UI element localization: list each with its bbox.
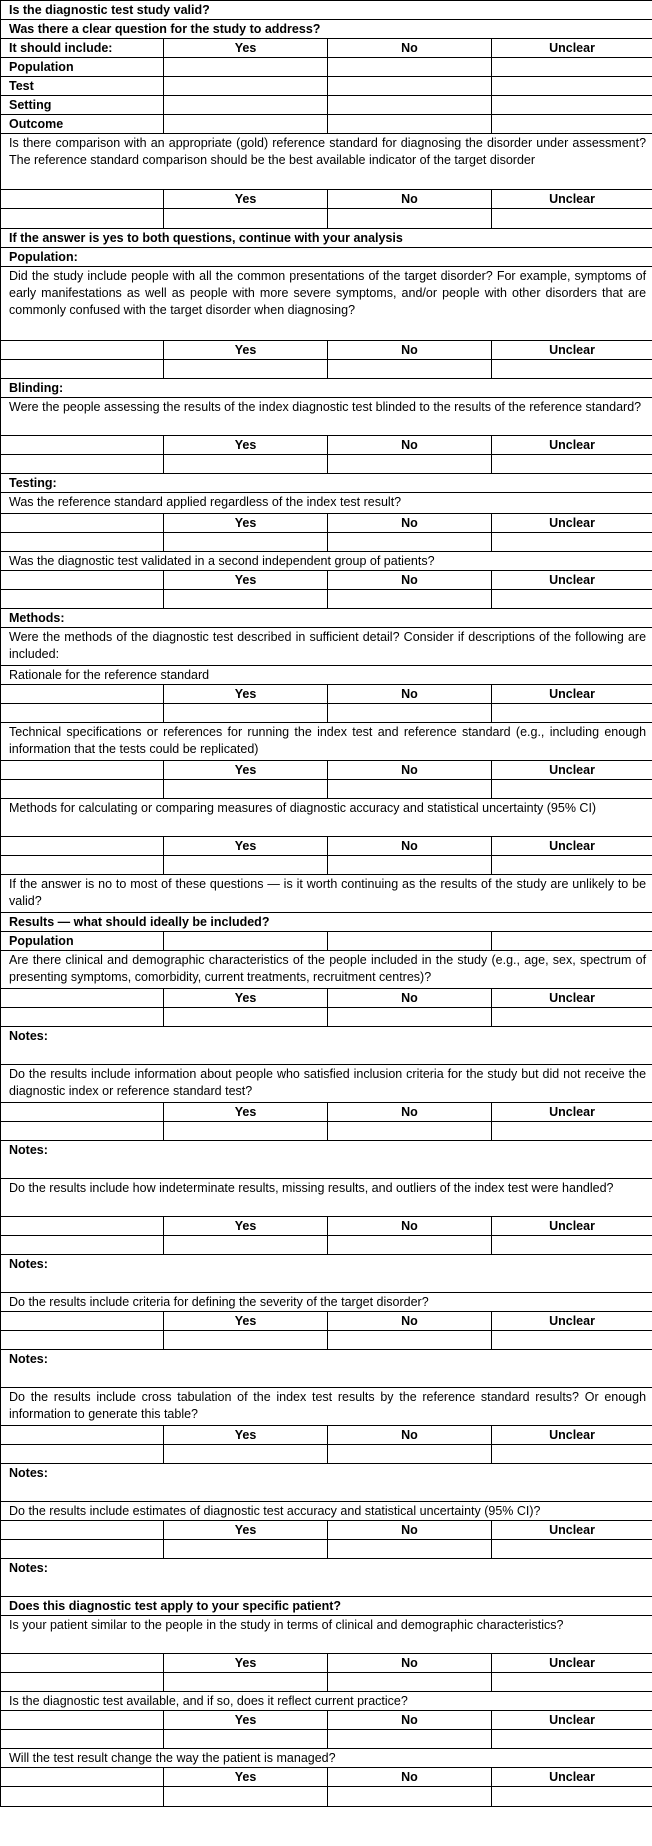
question-row bbox=[1, 493, 652, 514]
unclear-column-header: Unclear bbox=[492, 1768, 652, 1787]
yes-answer-cell[interactable] bbox=[164, 1445, 328, 1464]
answer-row bbox=[1, 455, 652, 474]
no-answer-cell[interactable] bbox=[328, 360, 492, 379]
yes-answer-cell[interactable] bbox=[164, 58, 328, 77]
answer-header-row bbox=[1, 571, 652, 590]
question-text: Was there a clear question for the study to address? bbox=[1, 20, 652, 39]
yes-answer-cell[interactable] bbox=[164, 1331, 328, 1350]
no-answer-cell[interactable] bbox=[328, 704, 492, 723]
question-row bbox=[1, 1749, 652, 1768]
answer-row bbox=[1, 209, 652, 229]
criterion-label: Setting bbox=[1, 96, 164, 115]
question-text: Rationale for the reference standard bbox=[1, 666, 652, 685]
notes-row bbox=[1, 1027, 652, 1065]
yes-column-header: Yes bbox=[164, 1521, 328, 1540]
yes-answer-cell[interactable] bbox=[164, 1673, 328, 1692]
unclear-column-header: Unclear bbox=[492, 190, 652, 209]
unclear-answer-cell[interactable] bbox=[492, 1673, 652, 1692]
question-text: Were the people assessing the results of the index diagnostic test blinded to the results of the reference standard? bbox=[1, 398, 652, 436]
unclear-column-header: Unclear bbox=[492, 571, 652, 590]
row-label bbox=[1, 685, 164, 704]
row-label: It should include: bbox=[1, 39, 164, 58]
unclear-answer-cell[interactable] bbox=[492, 77, 652, 96]
yes-column-header: Yes bbox=[164, 761, 328, 780]
question-row bbox=[1, 552, 652, 571]
question-text: Are there clinical and demographic characteristics of the people included in the study (e.g., age, sex, spectrum of presenting symptoms, comorbidity, current treatments, recruitment centres)? bbox=[1, 951, 652, 989]
answer-label-cell[interactable] bbox=[1, 1730, 164, 1749]
notes-row bbox=[1, 1255, 652, 1293]
no-answer-cell[interactable] bbox=[328, 1236, 492, 1255]
answer-label-cell[interactable] bbox=[1, 1008, 164, 1027]
yes-answer-cell[interactable] bbox=[164, 533, 328, 552]
yes-answer-cell[interactable] bbox=[164, 1540, 328, 1559]
criterion-row bbox=[1, 932, 652, 951]
question-row bbox=[1, 20, 652, 39]
answer-header-row bbox=[1, 436, 652, 455]
notes-field[interactable]: Notes: bbox=[1, 1559, 652, 1597]
row-label bbox=[1, 1312, 164, 1331]
answer-label-cell[interactable] bbox=[1, 856, 164, 875]
answer-header-row bbox=[1, 1768, 652, 1787]
question-text: Do the results include criteria for defining the severity of the target disorder? bbox=[1, 1293, 652, 1312]
answer-header-row bbox=[1, 39, 652, 58]
notes-field[interactable]: Notes: bbox=[1, 1141, 652, 1179]
answer-label-cell[interactable] bbox=[1, 533, 164, 552]
no-answer-cell[interactable] bbox=[328, 1331, 492, 1350]
question-text: Population: bbox=[1, 248, 652, 267]
yes-column-header: Yes bbox=[164, 1768, 328, 1787]
question-row bbox=[1, 379, 652, 398]
no-column-header: No bbox=[328, 571, 492, 590]
checklist-body bbox=[1, 1, 652, 1807]
yes-answer-cell[interactable] bbox=[164, 590, 328, 609]
criterion-label: Test bbox=[1, 77, 164, 96]
row-label bbox=[1, 1426, 164, 1445]
no-answer-cell[interactable] bbox=[328, 780, 492, 799]
yes-answer-cell[interactable] bbox=[164, 1730, 328, 1749]
answer-row bbox=[1, 590, 652, 609]
question-row bbox=[1, 474, 652, 493]
notes-row bbox=[1, 1141, 652, 1179]
no-answer-cell[interactable] bbox=[328, 115, 492, 134]
yes-answer-cell[interactable] bbox=[164, 932, 328, 951]
question-text: Testing: bbox=[1, 474, 652, 493]
notes-field[interactable]: Notes: bbox=[1, 1464, 652, 1502]
unclear-answer-cell[interactable] bbox=[492, 932, 652, 951]
no-column-header: No bbox=[328, 514, 492, 533]
row-label bbox=[1, 1103, 164, 1122]
unclear-column-header: Unclear bbox=[492, 436, 652, 455]
question-text: Do the results include information about people who satisfied inclusion criteria for the study but did not receive the diagnostic index or reference standard test? bbox=[1, 1065, 652, 1103]
question-row bbox=[1, 1293, 652, 1312]
question-row bbox=[1, 666, 652, 685]
yes-column-header: Yes bbox=[164, 1711, 328, 1730]
answer-header-row bbox=[1, 761, 652, 780]
question-row bbox=[1, 628, 652, 666]
answer-row bbox=[1, 1331, 652, 1350]
row-label bbox=[1, 1217, 164, 1236]
answer-header-row bbox=[1, 190, 652, 209]
yes-column-header: Yes bbox=[164, 1654, 328, 1673]
answer-header-row bbox=[1, 685, 652, 704]
question-text: Do the results include cross tabulation of the index test results by the reference standard results? Or enough information to generate this table? bbox=[1, 1388, 652, 1426]
row-label bbox=[1, 761, 164, 780]
no-answer-cell[interactable] bbox=[328, 1122, 492, 1141]
unclear-answer-cell[interactable] bbox=[492, 590, 652, 609]
unclear-column-header: Unclear bbox=[492, 685, 652, 704]
no-column-header: No bbox=[328, 685, 492, 704]
question-row bbox=[1, 1502, 652, 1521]
unclear-answer-cell[interactable] bbox=[492, 1787, 652, 1807]
row-label bbox=[1, 1768, 164, 1787]
yes-column-header: Yes bbox=[164, 571, 328, 590]
answer-row bbox=[1, 1540, 652, 1559]
notes-field[interactable]: Notes: bbox=[1, 1255, 652, 1293]
answer-row bbox=[1, 1236, 652, 1255]
answer-label-cell[interactable] bbox=[1, 1236, 164, 1255]
question-text: Is your patient similar to the people in the study in terms of clinical and demographic characteristics? bbox=[1, 1616, 652, 1654]
no-column-header: No bbox=[328, 1103, 492, 1122]
no-answer-cell[interactable] bbox=[328, 1787, 492, 1807]
answer-header-row bbox=[1, 1217, 652, 1236]
yes-answer-cell[interactable] bbox=[164, 856, 328, 875]
unclear-column-header: Unclear bbox=[492, 761, 652, 780]
unclear-answer-cell[interactable] bbox=[492, 1540, 652, 1559]
yes-answer-cell[interactable] bbox=[164, 1122, 328, 1141]
no-column-header: No bbox=[328, 1426, 492, 1445]
no-column-header: No bbox=[328, 837, 492, 856]
question-text: Did the study include people with all the common presentations of the target disorder? For example, symptoms of early manifestations as well as people with more severe symptoms, and/or people with other disorders that are commonly confused with the target disorder when diagnosing? bbox=[1, 267, 652, 341]
question-row bbox=[1, 951, 652, 989]
yes-answer-cell[interactable] bbox=[164, 1008, 328, 1027]
unclear-answer-cell[interactable] bbox=[492, 704, 652, 723]
answer-row bbox=[1, 856, 652, 875]
no-column-header: No bbox=[328, 1768, 492, 1787]
answer-label-cell[interactable] bbox=[1, 1331, 164, 1350]
unclear-answer-cell[interactable] bbox=[492, 1445, 652, 1464]
question-row bbox=[1, 1597, 652, 1616]
yes-answer-cell[interactable] bbox=[164, 96, 328, 115]
question-row bbox=[1, 1616, 652, 1654]
question-text: Is there comparison with an appropriate (gold) reference standard for diagnosing the disorder under assessment? The reference standard comparison should be the best available indicator of the target disorder bbox=[1, 134, 652, 190]
unclear-column-header: Unclear bbox=[492, 837, 652, 856]
yes-answer-cell[interactable] bbox=[164, 455, 328, 474]
no-answer-cell[interactable] bbox=[328, 1730, 492, 1749]
row-label bbox=[1, 1521, 164, 1540]
no-answer-cell[interactable] bbox=[328, 1445, 492, 1464]
unclear-answer-cell[interactable] bbox=[492, 360, 652, 379]
yes-column-header: Yes bbox=[164, 1312, 328, 1331]
question-text: If the answer is yes to both questions, continue with your analysis bbox=[1, 229, 652, 248]
unclear-answer-cell[interactable] bbox=[492, 1236, 652, 1255]
yes-column-header: Yes bbox=[164, 989, 328, 1008]
question-row bbox=[1, 723, 652, 761]
unclear-answer-cell[interactable] bbox=[492, 96, 652, 115]
answer-row bbox=[1, 780, 652, 799]
question-text: Will the test result change the way the patient is managed? bbox=[1, 1749, 652, 1768]
question-text: Is the diagnostic test study valid? bbox=[1, 1, 652, 20]
question-text: Technical specifications or references for running the index test and reference standard (e.g., including enough information that the tests could be replicated) bbox=[1, 723, 652, 761]
question-row bbox=[1, 1065, 652, 1103]
question-text: Methods for calculating or comparing measures of diagnostic accuracy and statistical uncertainty (95% CI) bbox=[1, 799, 652, 837]
question-row bbox=[1, 248, 652, 267]
answer-header-row bbox=[1, 1711, 652, 1730]
no-answer-cell[interactable] bbox=[328, 96, 492, 115]
no-column-header: No bbox=[328, 1521, 492, 1540]
answer-row bbox=[1, 1673, 652, 1692]
unclear-answer-cell[interactable] bbox=[492, 455, 652, 474]
question-row bbox=[1, 267, 652, 341]
row-label bbox=[1, 571, 164, 590]
question-row bbox=[1, 609, 652, 628]
question-text: Was the diagnostic test validated in a second independent group of patients? bbox=[1, 552, 652, 571]
answer-row bbox=[1, 704, 652, 723]
unclear-answer-cell[interactable] bbox=[492, 1122, 652, 1141]
question-text: If the answer is no to most of these questions — is it worth continuing as the results of the study are unlikely to be valid? bbox=[1, 875, 652, 913]
answer-label-cell[interactable] bbox=[1, 780, 164, 799]
no-column-header: No bbox=[328, 1217, 492, 1236]
no-answer-cell[interactable] bbox=[328, 533, 492, 552]
answer-label-cell[interactable] bbox=[1, 1787, 164, 1807]
unclear-answer-cell[interactable] bbox=[492, 856, 652, 875]
unclear-answer-cell[interactable] bbox=[492, 115, 652, 134]
yes-answer-cell[interactable] bbox=[164, 1236, 328, 1255]
no-column-header: No bbox=[328, 1654, 492, 1673]
no-answer-cell[interactable] bbox=[328, 58, 492, 77]
row-label bbox=[1, 514, 164, 533]
answer-label-cell[interactable] bbox=[1, 1122, 164, 1141]
answer-header-row bbox=[1, 1521, 652, 1540]
notes-row bbox=[1, 1559, 652, 1597]
question-text: Is the diagnostic test available, and if so, does it reflect current practice? bbox=[1, 1692, 652, 1711]
question-row bbox=[1, 1, 652, 20]
criterion-row bbox=[1, 58, 652, 77]
yes-answer-cell[interactable] bbox=[164, 1787, 328, 1807]
question-row bbox=[1, 1179, 652, 1217]
unclear-answer-cell[interactable] bbox=[492, 780, 652, 799]
yes-column-header: Yes bbox=[164, 1103, 328, 1122]
yes-answer-cell[interactable] bbox=[164, 209, 328, 229]
question-row bbox=[1, 134, 652, 190]
unclear-answer-cell[interactable] bbox=[492, 1331, 652, 1350]
no-answer-cell[interactable] bbox=[328, 209, 492, 229]
unclear-column-header: Unclear bbox=[492, 1711, 652, 1730]
answer-header-row bbox=[1, 989, 652, 1008]
answer-label-cell[interactable] bbox=[1, 209, 164, 229]
no-column-header: No bbox=[328, 341, 492, 360]
row-label bbox=[1, 436, 164, 455]
unclear-answer-cell[interactable] bbox=[492, 1008, 652, 1027]
notes-field[interactable]: Notes: bbox=[1, 1350, 652, 1388]
unclear-column-header: Unclear bbox=[492, 514, 652, 533]
yes-column-header: Yes bbox=[164, 514, 328, 533]
yes-column-header: Yes bbox=[164, 39, 328, 58]
answer-row bbox=[1, 533, 652, 552]
answer-label-cell[interactable] bbox=[1, 1673, 164, 1692]
question-row bbox=[1, 1692, 652, 1711]
question-text: Was the reference standard applied regardless of the index test result? bbox=[1, 493, 652, 514]
question-row bbox=[1, 875, 652, 913]
no-column-header: No bbox=[328, 1312, 492, 1331]
answer-row bbox=[1, 1008, 652, 1027]
answer-label-cell[interactable] bbox=[1, 455, 164, 474]
row-label bbox=[1, 989, 164, 1008]
row-label bbox=[1, 190, 164, 209]
answer-label-cell[interactable] bbox=[1, 590, 164, 609]
unclear-column-header: Unclear bbox=[492, 1426, 652, 1445]
answer-header-row bbox=[1, 837, 652, 856]
yes-column-header: Yes bbox=[164, 190, 328, 209]
no-answer-cell[interactable] bbox=[328, 1008, 492, 1027]
unclear-column-header: Unclear bbox=[492, 989, 652, 1008]
question-row bbox=[1, 229, 652, 248]
answer-row bbox=[1, 1787, 652, 1807]
unclear-column-header: Unclear bbox=[492, 1312, 652, 1331]
answer-header-row bbox=[1, 514, 652, 533]
question-row bbox=[1, 398, 652, 436]
question-text: Were the methods of the diagnostic test described in sufficient detail? Consider if descriptions of the following are included: bbox=[1, 628, 652, 666]
row-label bbox=[1, 1654, 164, 1673]
unclear-answer-cell[interactable] bbox=[492, 209, 652, 229]
unclear-column-header: Unclear bbox=[492, 1217, 652, 1236]
criterion-label: Outcome bbox=[1, 115, 164, 134]
unclear-column-header: Unclear bbox=[492, 341, 652, 360]
row-label bbox=[1, 341, 164, 360]
question-text: Do the results include how indeterminate results, missing results, and outliers of the index test were handled? bbox=[1, 1179, 652, 1217]
no-column-header: No bbox=[328, 39, 492, 58]
question-text: Methods: bbox=[1, 609, 652, 628]
answer-row bbox=[1, 1445, 652, 1464]
yes-column-header: Yes bbox=[164, 436, 328, 455]
answer-row bbox=[1, 360, 652, 379]
question-text: Do the results include estimates of diagnostic test accuracy and statistical uncertainty (95% CI)? bbox=[1, 1502, 652, 1521]
yes-column-header: Yes bbox=[164, 685, 328, 704]
yes-column-header: Yes bbox=[164, 1217, 328, 1236]
no-answer-cell[interactable] bbox=[328, 455, 492, 474]
answer-row bbox=[1, 1730, 652, 1749]
answer-row bbox=[1, 1122, 652, 1141]
yes-answer-cell[interactable] bbox=[164, 780, 328, 799]
no-column-header: No bbox=[328, 190, 492, 209]
no-answer-cell[interactable] bbox=[328, 856, 492, 875]
question-row bbox=[1, 913, 652, 932]
notes-row bbox=[1, 1464, 652, 1502]
criterion-row bbox=[1, 77, 652, 96]
answer-label-cell[interactable] bbox=[1, 1540, 164, 1559]
unclear-column-header: Unclear bbox=[492, 39, 652, 58]
question-text: Blinding: bbox=[1, 379, 652, 398]
yes-answer-cell[interactable] bbox=[164, 360, 328, 379]
no-answer-cell[interactable] bbox=[328, 932, 492, 951]
answer-header-row bbox=[1, 1312, 652, 1331]
answer-label-cell[interactable] bbox=[1, 360, 164, 379]
no-answer-cell[interactable] bbox=[328, 77, 492, 96]
yes-column-header: Yes bbox=[164, 341, 328, 360]
answer-header-row bbox=[1, 341, 652, 360]
unclear-column-header: Unclear bbox=[492, 1654, 652, 1673]
yes-column-header: Yes bbox=[164, 1426, 328, 1445]
unclear-answer-cell[interactable] bbox=[492, 58, 652, 77]
criterion-row bbox=[1, 115, 652, 134]
row-label bbox=[1, 1711, 164, 1730]
yes-answer-cell[interactable] bbox=[164, 115, 328, 134]
answer-header-row bbox=[1, 1426, 652, 1445]
yes-answer-cell[interactable] bbox=[164, 77, 328, 96]
yes-answer-cell[interactable] bbox=[164, 704, 328, 723]
answer-label-cell[interactable] bbox=[1, 704, 164, 723]
no-column-header: No bbox=[328, 436, 492, 455]
notes-row bbox=[1, 1350, 652, 1388]
no-answer-cell[interactable] bbox=[328, 1673, 492, 1692]
no-column-header: No bbox=[328, 989, 492, 1008]
answer-label-cell[interactable] bbox=[1, 1445, 164, 1464]
notes-field[interactable]: Notes: bbox=[1, 1027, 652, 1065]
criterion-row bbox=[1, 96, 652, 115]
unclear-column-header: Unclear bbox=[492, 1521, 652, 1540]
criterion-label: Population bbox=[1, 58, 164, 77]
question-row bbox=[1, 799, 652, 837]
no-answer-cell[interactable] bbox=[328, 1540, 492, 1559]
criterion-label: Population bbox=[1, 932, 164, 951]
question-text: Results — what should ideally be included? bbox=[1, 913, 652, 932]
no-column-header: No bbox=[328, 761, 492, 780]
unclear-answer-cell[interactable] bbox=[492, 1730, 652, 1749]
unclear-answer-cell[interactable] bbox=[492, 533, 652, 552]
no-column-header: No bbox=[328, 1711, 492, 1730]
answer-header-row bbox=[1, 1654, 652, 1673]
answer-header-row bbox=[1, 1103, 652, 1122]
question-row bbox=[1, 1388, 652, 1426]
no-answer-cell[interactable] bbox=[328, 590, 492, 609]
row-label bbox=[1, 837, 164, 856]
question-text: Does this diagnostic test apply to your specific patient? bbox=[1, 1597, 652, 1616]
unclear-column-header: Unclear bbox=[492, 1103, 652, 1122]
yes-column-header: Yes bbox=[164, 837, 328, 856]
